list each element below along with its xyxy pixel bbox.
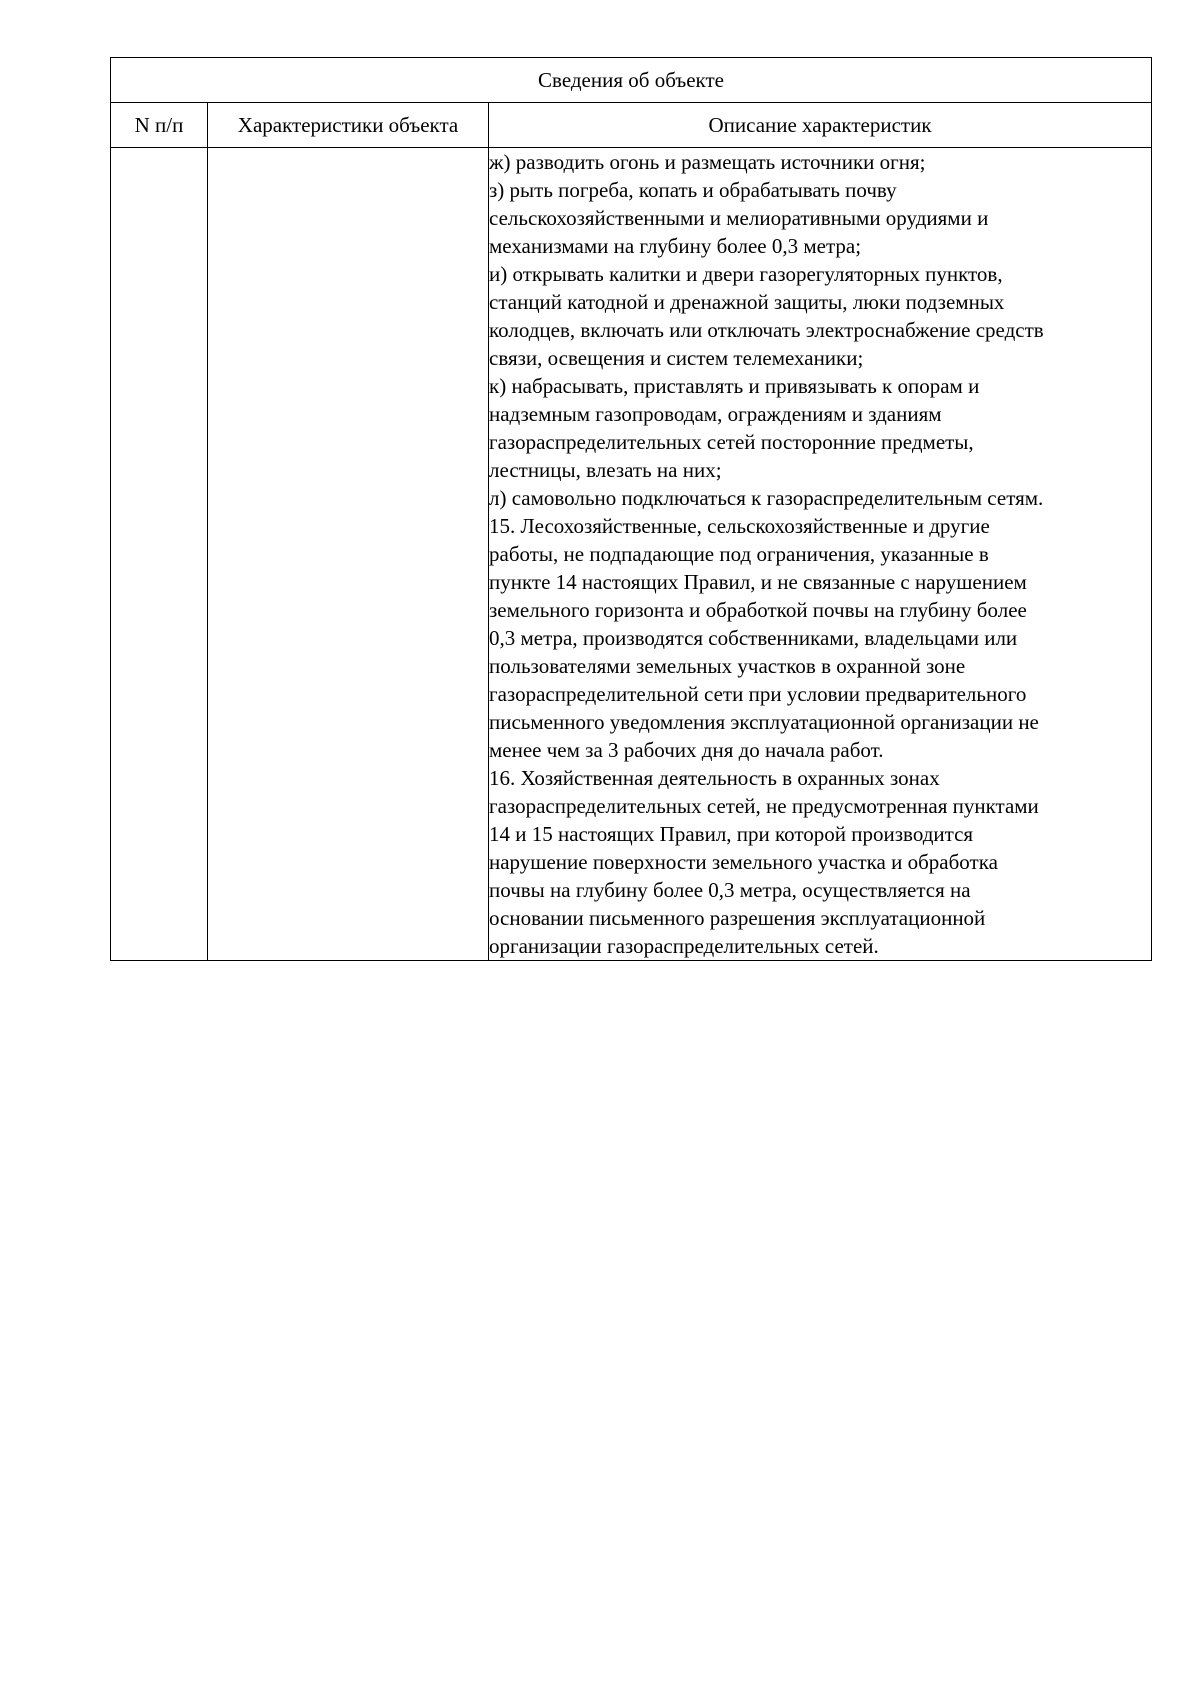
description-line: газораспределительных сетей, не предусмотренная пунктами bbox=[489, 794, 1039, 818]
header-num: N п/п bbox=[111, 103, 208, 148]
object-info-table bbox=[110, 57, 1152, 961]
table-title-row bbox=[111, 58, 1152, 103]
description-line: нарушение поверхности земельного участка и обработка bbox=[489, 850, 998, 874]
table-row bbox=[111, 148, 1152, 961]
row-characteristics-cell bbox=[208, 148, 489, 961]
description-line: л) самовольно подключаться к газораспределительным сетям. bbox=[489, 486, 1044, 510]
description-line: газораспределительных сетей посторонние предметы, bbox=[489, 430, 974, 454]
description-line: организации газораспределительных сетей. bbox=[489, 934, 879, 958]
description-line: газораспределительной сети при условии предварительного bbox=[489, 682, 1027, 706]
description-line: земельного горизонта и обработкой почвы на глубину более bbox=[489, 598, 1027, 622]
description-line: 14 и 15 настоящих Правил, при которой производится bbox=[489, 822, 974, 846]
description-line: колодцев, включать или отключать электроснабжение средств bbox=[489, 318, 1044, 342]
row-description-cell bbox=[489, 148, 1152, 961]
description-line: основании письменного разрешения эксплуатационной bbox=[489, 906, 986, 930]
description-line: сельскохозяйственными и мелиоративными орудиями и bbox=[489, 206, 989, 230]
description-line: к) набрасывать, приставлять и привязывать к опорам и bbox=[489, 374, 980, 398]
description-line: лестницы, влезать на них; bbox=[489, 458, 722, 482]
description-line: и) открывать калитки и двери газорегуляторных пунктов, bbox=[489, 262, 1003, 286]
description-line: з) рыть погреба, копать и обрабатывать почву bbox=[489, 178, 897, 202]
header-characteristics: Характеристики объекта bbox=[208, 103, 489, 148]
description-line: работы, не подпадающие под ограничения, указанные в bbox=[489, 542, 989, 566]
description-line: 15. Лесохозяйственные, сельскохозяйственные и другие bbox=[489, 514, 990, 538]
description-line: почвы на глубину более 0,3 метра, осуществляется на bbox=[489, 878, 971, 902]
description-line: надземным газопроводам, ограждениям и зданиям bbox=[489, 402, 942, 426]
description-text bbox=[489, 148, 1151, 960]
table-header-row bbox=[111, 103, 1152, 148]
description-line: менее чем за 3 рабочих дня до начала работ. bbox=[489, 738, 884, 762]
description-line: письменного уведомления эксплуатационной организации не bbox=[489, 710, 1039, 734]
description-line: 0,3 метра, производятся собственниками, владельцами или bbox=[489, 626, 1018, 650]
description-line: 16. Хозяйственная деятельность в охранных зонах bbox=[489, 766, 940, 790]
description-line: станций катодной и дренажной защиты, люки подземных bbox=[489, 290, 1005, 314]
table-title: Сведения об объекте bbox=[111, 58, 1152, 103]
description-line: ж) разводить огонь и размещать источники огня; bbox=[489, 150, 926, 174]
description-line: механизмами на глубину более 0,3 метра; bbox=[489, 234, 862, 258]
description-line: пользователями земельных участков в охранной зоне bbox=[489, 654, 966, 678]
description-line: связи, освещения и систем телемеханики; bbox=[489, 346, 864, 370]
header-description: Описание характеристик bbox=[489, 103, 1152, 148]
row-num-cell bbox=[111, 148, 208, 961]
description-line: пункте 14 настоящих Правил, и не связанные с нарушением bbox=[489, 570, 1027, 594]
